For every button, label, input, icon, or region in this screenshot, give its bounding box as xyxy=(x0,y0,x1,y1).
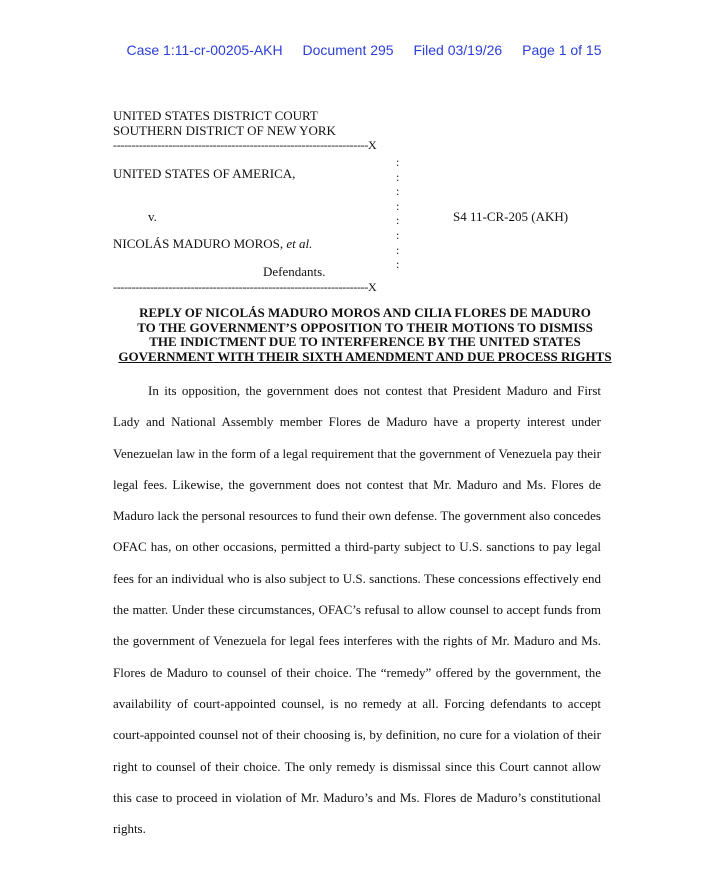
caption-rule-top: ---------------------------------------------------------------------X xyxy=(113,138,377,152)
caption-colon-column: : : : : : : : : xyxy=(396,155,400,272)
defendant-name xyxy=(113,236,312,252)
title-line-4: GOVERNMENT WITH THEIR SIXTH AMENDMENT AND DUE PROCESS RIGHTS xyxy=(118,348,612,364)
court-name xyxy=(113,108,336,138)
body-paragraph: In its opposition, the government does not contest that President Maduro and First Lady and National Assembly member Flores de Maduro have a property interest under Venezuelan law in the form of a legal requirement that the government of Venezuela pay their legal fees. Likewise, the government does not contest that Mr. Maduro and Ms. Flores de Maduro lack the personal resources to fund their own defense. The government also concedes OFAC has, on other occasions, permitted a third-party subject to U.S. sanctions to pay legal fees for an individual who is also subject to U.S. sanctions. These concessions effectively end the matter. Under these circumstances, OFAC’s refusal to allow counsel to accept funds from the government of Venezuela for legal fees interferes with the rights of Mr. Maduro and Ms. Flores de Maduro to counsel of their choice. The “remedy” offered by the government, the availability of court-appointed counsel, is no remedy at all. Forcing defendants to accept court-appointed counsel not of their choosing is, by definition, no cure for a violation of their right to counsel of their choice. The only remedy is dismissal since this Court cannot allow this case to proceed in violation of Mr. Maduro’s and Ms. Flores de Maduro’s constitutional rights. xyxy=(113,383,601,837)
document-title xyxy=(100,306,630,364)
document-number-header: Document 295 xyxy=(302,42,394,58)
plaintiff-name: UNITED STATES OF AMERICA, xyxy=(113,166,296,181)
page-count-header: Page 1 of 15 xyxy=(522,42,602,58)
title-line-1: REPLY OF NICOLÁS MADURO MOROS AND CILIA FLORES DE MADURO xyxy=(139,305,591,320)
case-number: S4 11-CR-205 (AKH) xyxy=(453,209,569,224)
court-line-2: SOUTHERN DISTRICT OF NEW YORK xyxy=(113,123,336,138)
title-line-3: THE INDICTMENT DUE TO INTERFERENCE BY THE UNITED STATES xyxy=(149,334,581,349)
filed-date-header: Filed 03/19/26 xyxy=(413,42,503,58)
defendants-label: Defendants. xyxy=(263,264,326,279)
versus-label: v. xyxy=(148,209,157,224)
court-line-1: UNITED STATES DISTRICT COURT xyxy=(113,108,318,123)
title-line-2: TO THE GOVERNMENT’S OPPOSITION TO THEIR MOTIONS TO DISMISS xyxy=(137,319,593,335)
caption-rule-bottom: ---------------------------------------------------------------------X xyxy=(113,280,377,294)
et-al: et al. xyxy=(286,236,313,251)
ecf-header xyxy=(0,42,728,58)
case-number-header: Case 1:11-cr-00205-AKH xyxy=(126,42,283,58)
defendant-name-text: NICOLÁS MADURO MOROS, xyxy=(113,236,284,251)
